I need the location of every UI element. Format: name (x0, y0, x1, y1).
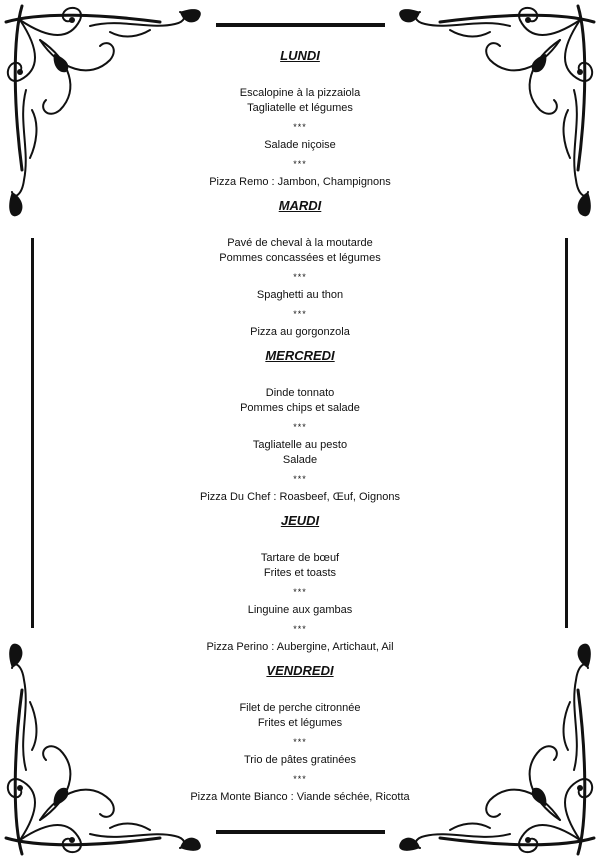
day-title: JEUDI (280, 513, 320, 528)
day-title: MARDI (278, 198, 322, 213)
dish-line: Filet de perche citronnée (239, 702, 361, 714)
dish-line: Frites et légumes (257, 717, 343, 729)
course-separator: *** (293, 122, 307, 132)
course-separator: *** (293, 272, 307, 282)
course-separator: *** (293, 309, 307, 319)
frame-bottom-rule (216, 830, 385, 834)
dish-line: Tartare de bœuf (260, 552, 340, 564)
dish-line: Pizza au gorgonzola (250, 326, 350, 338)
dish-line: Escalopine à la pizzaiola (239, 87, 361, 99)
dish-line: Salade (282, 454, 318, 466)
dish-line: Pizza Remo : Jambon, Champignons (209, 176, 391, 188)
dish-line: Spaghetti au thon (256, 289, 344, 301)
day-section-lundi (120, 48, 480, 190)
frame-top-rule (216, 23, 385, 27)
day-title: MERCREDI (265, 348, 335, 363)
day-title: VENDREDI (266, 663, 334, 678)
day-section-jeudi (120, 513, 480, 655)
weekly-menu (120, 48, 480, 805)
course-separator: *** (293, 422, 307, 432)
dish-line: Pizza Monte Bianco : Viande séchée, Ricotta (190, 791, 410, 803)
dish-line: Linguine aux gambas (247, 604, 353, 616)
dish-line: Pommes concassées et légumes (219, 252, 381, 264)
course-separator: *** (293, 159, 307, 169)
frame-left-rule (31, 238, 34, 628)
dish-line: Pommes chips et salade (240, 402, 360, 414)
day-section-vendredi (120, 663, 480, 805)
day-section-mardi (120, 198, 480, 340)
dish-line: Dinde tonnato (265, 387, 335, 399)
dish-line: Trio de pâtes gratinées (243, 754, 357, 766)
day-title: LUNDI (280, 48, 320, 63)
dish-line: Salade niçoise (264, 139, 336, 151)
dish-line: Pizza Du Chef : Roasbeef, Œuf, Oignons (200, 491, 400, 503)
dish-line: Frites et toasts (263, 567, 337, 579)
course-separator: *** (293, 737, 307, 747)
course-separator: *** (293, 774, 307, 784)
course-separator: *** (293, 624, 307, 634)
dish-line: Pavé de cheval à la moutarde (227, 237, 373, 249)
course-separator: *** (293, 587, 307, 597)
dish-line: Pizza Perino : Aubergine, Artichaut, Ail (206, 641, 394, 653)
frame-right-rule (565, 238, 568, 628)
day-section-mercredi (120, 348, 480, 505)
course-separator: *** (293, 474, 307, 484)
dish-line: Tagliatelle et légumes (247, 102, 353, 114)
dish-line: Tagliatelle au pesto (252, 439, 348, 451)
